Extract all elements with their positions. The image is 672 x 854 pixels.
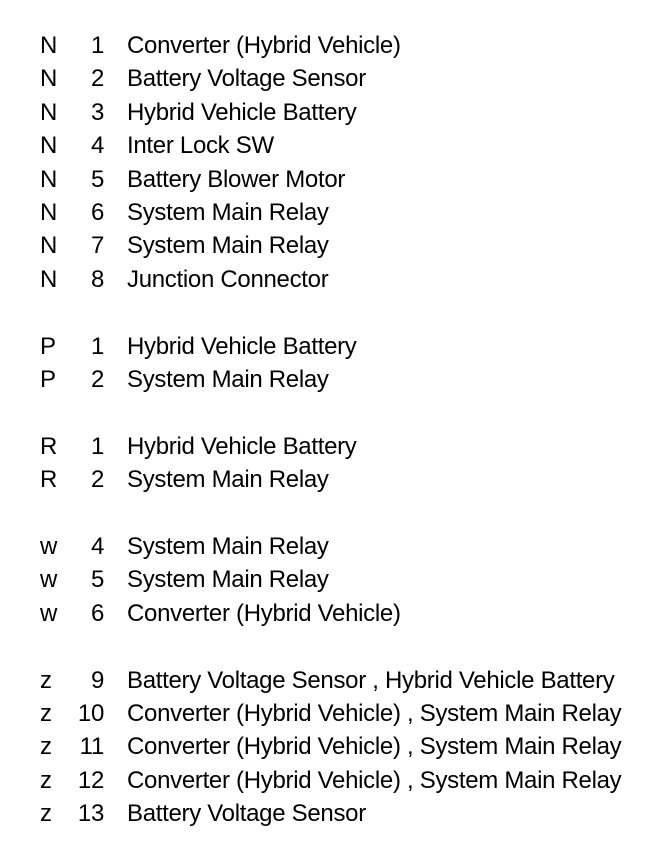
- connector-code: z: [40, 800, 52, 827]
- connector-code: w: [40, 566, 58, 593]
- connector-code: N: [40, 166, 58, 193]
- pin-number: 3: [90, 99, 104, 126]
- list-item: [0, 229, 672, 262]
- list-item: [0, 163, 672, 196]
- list-item: [0, 96, 672, 129]
- component-description: Battery Blower Motor: [127, 166, 346, 193]
- connector-code: P: [40, 333, 56, 360]
- component-description: System Main Relay: [127, 533, 329, 560]
- pin-number: 10: [77, 700, 104, 727]
- list-item: [0, 62, 672, 95]
- connector-code: z: [40, 767, 52, 794]
- component-description: Battery Voltage Sensor , Hybrid Vehicle Battery: [127, 667, 615, 694]
- pin-number: 2: [90, 466, 104, 493]
- list-item: [0, 463, 672, 496]
- connector-code: z: [40, 733, 52, 760]
- component-description: Hybrid Vehicle Battery: [127, 99, 357, 126]
- component-description: Battery Voltage Sensor: [127, 65, 366, 92]
- pin-number: 9: [90, 667, 104, 694]
- list-item: [0, 363, 672, 396]
- connector-code: N: [40, 266, 58, 293]
- connector-code: N: [40, 65, 58, 92]
- list-item: [0, 196, 672, 229]
- pin-number: 7: [90, 232, 104, 259]
- connector-code: w: [40, 533, 58, 560]
- list-item: [0, 129, 672, 162]
- pin-number: 12: [77, 767, 104, 794]
- component-description: System Main Relay: [127, 232, 329, 259]
- component-description: System Main Relay: [127, 199, 329, 226]
- component-description: Converter (Hybrid Vehicle) , System Main Relay: [127, 767, 622, 794]
- connector-code: R: [40, 466, 58, 493]
- connector-code: z: [40, 667, 52, 694]
- pin-number: 6: [90, 199, 104, 226]
- pin-number: 4: [90, 533, 104, 560]
- pin-number: 1: [90, 333, 104, 360]
- connector-code: N: [40, 199, 58, 226]
- pin-number: 4: [90, 132, 104, 159]
- component-description: System Main Relay: [127, 566, 329, 593]
- list-item: [0, 330, 672, 363]
- pin-number: 13: [77, 800, 104, 827]
- list-item: [0, 530, 672, 563]
- component-description: System Main Relay: [127, 466, 329, 493]
- component-description: System Main Relay: [127, 366, 329, 393]
- component-description: Inter Lock SW: [127, 132, 274, 159]
- component-description: Converter (Hybrid Vehicle): [127, 600, 401, 627]
- connector-code: w: [40, 600, 58, 627]
- list-item: [0, 597, 672, 630]
- list-item: [0, 263, 672, 296]
- connector-code: N: [40, 99, 58, 126]
- list-item: [0, 29, 672, 62]
- list-item: [0, 797, 672, 830]
- connector-code: N: [40, 132, 58, 159]
- connector-code: N: [40, 232, 58, 259]
- list-item: [0, 764, 672, 797]
- component-description: Junction Connector: [127, 266, 329, 293]
- connector-code: N: [40, 32, 58, 59]
- connector-code: R: [40, 433, 58, 460]
- pin-number: 1: [90, 433, 104, 460]
- pin-number: 8: [90, 266, 104, 293]
- list-item: [0, 697, 672, 730]
- list-item: [0, 563, 672, 596]
- pin-number: 5: [90, 166, 104, 193]
- component-description: Hybrid Vehicle Battery: [127, 433, 357, 460]
- component-description: Converter (Hybrid Vehicle) , System Main Relay: [127, 700, 622, 727]
- pin-number: 1: [90, 32, 104, 59]
- connector-code: z: [40, 700, 52, 727]
- pin-number: 2: [90, 366, 104, 393]
- connector-code: P: [40, 366, 56, 393]
- component-description: Hybrid Vehicle Battery: [127, 333, 357, 360]
- pin-number: 2: [90, 65, 104, 92]
- pin-number: 6: [90, 600, 104, 627]
- pin-number: 11: [79, 733, 104, 760]
- pin-number: 5: [90, 566, 104, 593]
- component-description: Converter (Hybrid Vehicle) , System Main Relay: [127, 733, 622, 760]
- list-item: [0, 664, 672, 697]
- list-item: [0, 730, 672, 763]
- component-description: Battery Voltage Sensor: [127, 800, 366, 827]
- list-item: [0, 430, 672, 463]
- component-description: Converter (Hybrid Vehicle): [127, 32, 401, 59]
